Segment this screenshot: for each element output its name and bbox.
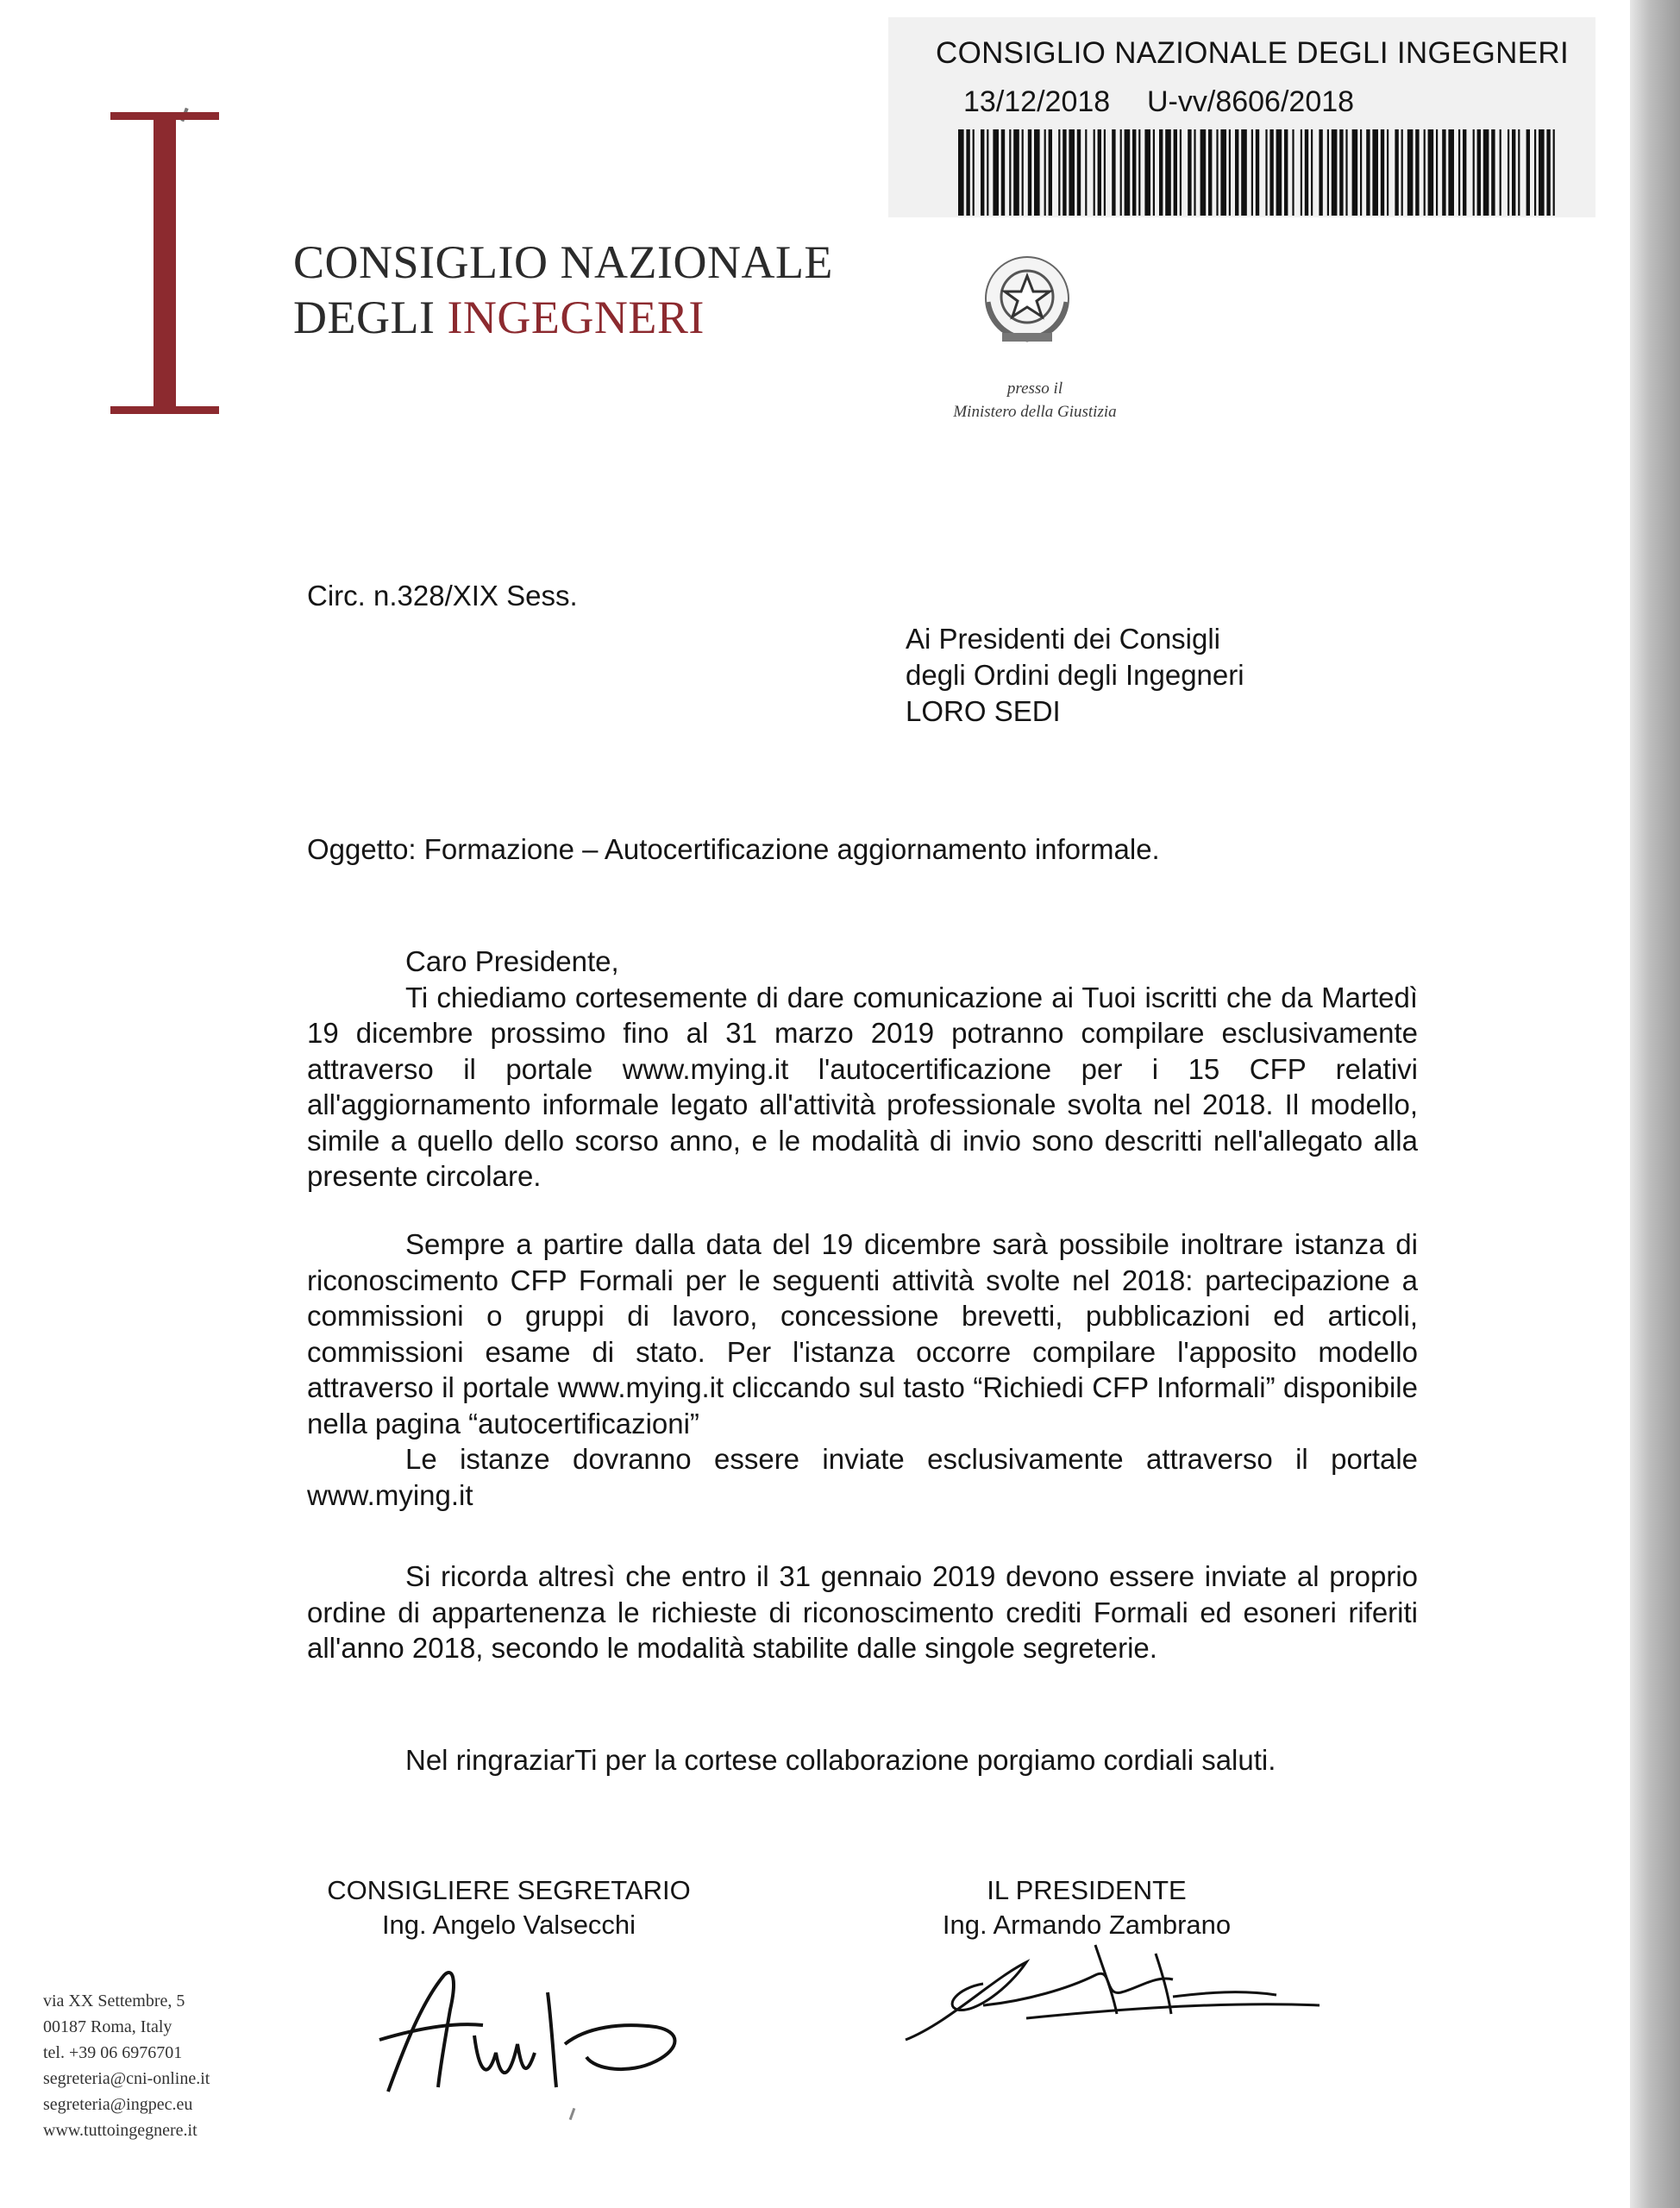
paragraph-2b-text: Le istanze dovranno essere inviate esclusivamente attraverso il portale www.mying.it	[307, 1443, 1418, 1511]
recipient-line: degli Ordini degli Ingegneri	[906, 659, 1244, 691]
circular-number: Circ. n.328/XIX Sess.	[307, 580, 578, 612]
body-paragraph-1	[307, 944, 1418, 1195]
emblem-caption	[906, 377, 1164, 423]
cni-logo-icon	[110, 112, 219, 414]
body-paragraph-2	[307, 1226, 1418, 1513]
recipient-block	[906, 621, 1244, 730]
paragraph-2a-text: Sempre a partire dalla data del 19 dicembre sarà possibile inoltrare istanza di riconoscimento CFP Formali per le seguenti attività svolte nel 2018: partecipazione a commissioni o gruppi di lavoro, concessione brevetti, pubblicazioni ed articoli, commissioni esame di stato. Per l'istanza occorre compilare l'apposito modello attraverso il portale www.mying.it cliccando sul tasto “Richiedi CFP Informali” disponibile nella pagina “autocertificazioni”	[307, 1228, 1418, 1440]
body-paragraph-3	[307, 1559, 1418, 1666]
organization-name-prefix: DEGLI	[293, 292, 436, 343]
president-name: Ing. Armando Zambrano	[942, 1910, 1232, 1940]
president-signature-icon	[897, 1928, 1328, 2057]
footer-contacts	[43, 1988, 210, 2143]
footer-address-line: via XX Settembre, 5	[43, 1992, 185, 2010]
recipient-line: Ai Presidenti dei Consigli	[906, 623, 1221, 655]
organization-name-line1: CONSIGLIO NAZIONALE	[293, 236, 833, 288]
organization-name	[293, 235, 833, 345]
barcode-icon	[958, 129, 1557, 216]
footer-website: www.tuttoingegnere.it	[43, 2121, 197, 2140]
scan-border	[1630, 0, 1680, 2208]
repubblica-italiana-emblem-icon	[976, 250, 1078, 352]
ministero-line: Ministero della Giustizia	[953, 403, 1117, 421]
president-role: IL PRESIDENTE	[987, 1875, 1187, 1905]
presso-line: presso il	[1006, 380, 1063, 398]
secretary-role: CONSIGLIERE SEGRETARIO	[327, 1875, 691, 1905]
closing-line: Nel ringraziarTi per la cortese collaborazione porgiamo cordiali saluti.	[405, 1744, 1276, 1776]
signature-block-secretary	[310, 1873, 707, 1942]
salutation: Caro Presidente,	[405, 945, 619, 977]
stamp-date: 13/12/2018	[963, 85, 1111, 118]
footer-email: segreteria@ingpec.eu	[43, 2095, 193, 2114]
organization-name-accent: INGEGNERI	[447, 292, 705, 343]
scan-mark	[569, 2108, 576, 2120]
paragraph-1-text: Ti chiediamo cortesemente di dare comunicazione ai Tuoi iscritti che da Martedì 19 dicembre prossimo fino al 31 marzo 2019 potranno compilare esclusivamente attraverso il portale www.mying.it l'autocertificazione per i 15 CFP relativi all'aggiornamento informale legato all'attività professionale svolta nel 2018. Il modello, simile a quello dello scorso anno, e le modalità di invio sono descritti nell'allegato alla presente circolare.	[307, 981, 1418, 1192]
subject-line: Oggetto: Formazione – Autocertificazione aggiornamento informale.	[307, 833, 1160, 865]
footer-email: segreteria@cni-online.it	[43, 2069, 210, 2088]
footer-phone: tel. +39 06 6976701	[43, 2043, 183, 2062]
organization-name-line2	[293, 290, 833, 345]
stamp-title: CONSIGLIO NAZIONALE DEGLI INGEGNERI	[936, 36, 1569, 70]
secretary-signature-icon	[371, 1941, 742, 2104]
stamp-protocol-code: U-vv/8606/2018	[1147, 85, 1355, 118]
paragraph-3-text: Si ricorda altresì che entro il 31 gennaio 2019 devono essere inviate al proprio ordine di appartenenza le richieste di riconoscimento crediti Formali ed esoneri riferiti all'anno 2018, secondo le modalità stabilite dalle singole segreterie.	[307, 1560, 1418, 1664]
recipient-line: LORO SEDI	[906, 695, 1061, 727]
footer-address-line: 00187 Roma, Italy	[43, 2017, 172, 2036]
secretary-name: Ing. Angelo Valsecchi	[381, 1910, 636, 1940]
